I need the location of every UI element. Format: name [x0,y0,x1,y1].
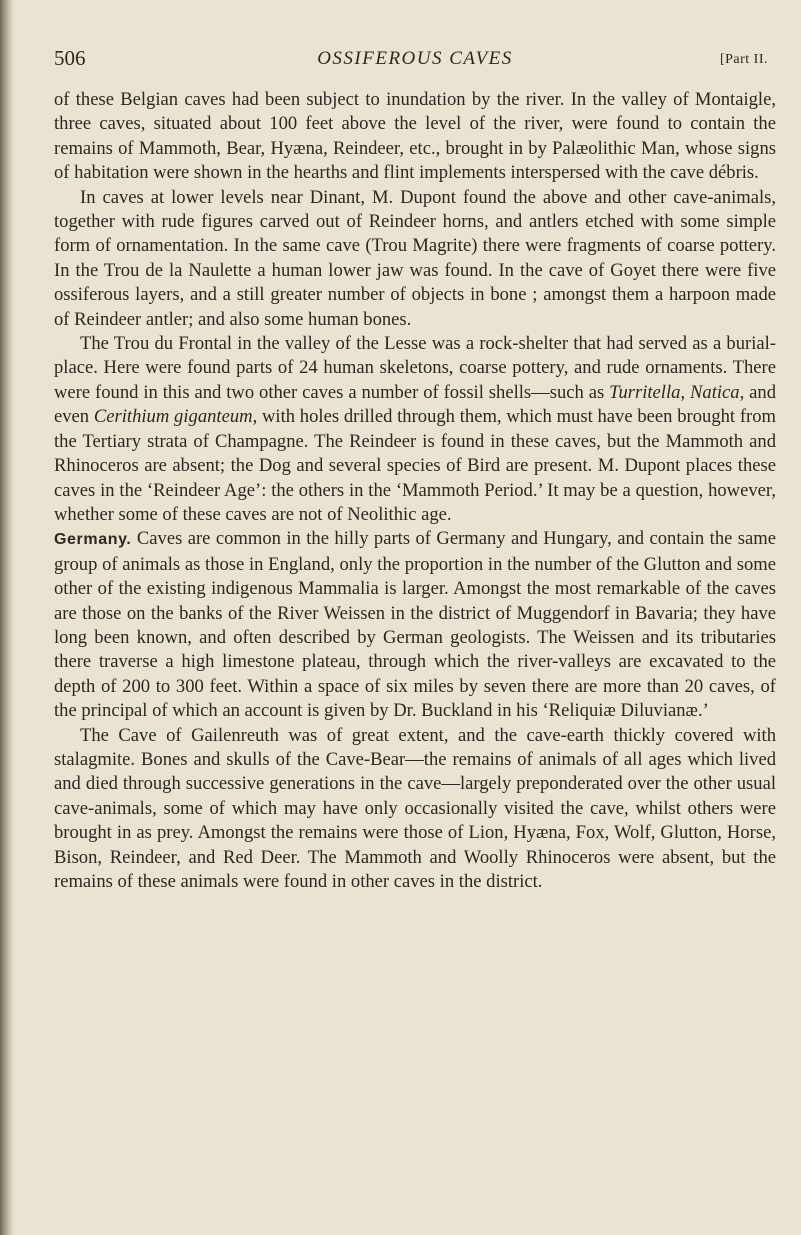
paragraph-trou-du-frontal [54,332,776,527]
paragraph-text: , [680,381,690,403]
body-text [54,88,776,894]
paragraph-text: Caves are common in the hilly parts of Germany and Hungary, and contain the same group of animals as those in England, only the proportion in the number of the Glutton and some other of the existing indigenous Mammalia is larger. Amongst the most remarkable of the caves are those on the banks of the River Weissen in the district of Muggendorf in Bavaria; they have long been known, and often described by German geologists. The Weissen and its tributaries there traverse a high limestone plateau, through which the river-valleys are excavated to the depth of 200 to 300 feet. Within a space of six miles by seven there are more than 20 caves, of the principal of which an account is given by Dr. Buckland in his ‘Reliquiæ Diluvianæ.’ [54,528,776,722]
part-label: [Part II. [719,52,768,67]
paragraph-belgian-caves: of these Belgian caves had been subject to inundation by the river. In the valley of Montaigle, three caves, situated about 100 feet above the level of the river, were found to contain the remains of Mammoth, Bear, Hyæna, Reindeer, etc., brought in by Palæolithic Man, whose signs of habitation were shown in the hearths and flint implements interspersed with the cave débris. [54,89,776,184]
section-heading-germany: Germany. [54,531,132,549]
paragraph-gailenreuth: The Cave of Gailenreuth was of great extent, and the cave-earth thickly covered with stalagmite. Bones and skulls of the Cave-Bear—the remains of animals of all ages which lived and died through successive generations in the cave—largely preponderated over the other usual cave-animals, some of which may have only occasionally visited the cave, whilst others were brought in as prey. Amongst the remains were those of Lion, Hyæna, Fox, Wolf, Glutton, Horse, Bison, Reindeer, and Red Deer. The Mammoth and Woolly Rhinoceros were absent, but the remains of these animals were found in other caves in the district. [54,724,776,892]
page-number: 506 [54,46,86,70]
paragraph-text: , and even [54,381,776,428]
book-page [54,44,776,894]
species-name: Cerithium giganteum [93,406,253,428]
paragraph-text: The Trou du Frontal in the valley of the Lesse was a rock-shelter that had served as a burial-place. Here were found parts of 24 human skeletons, coarse pottery, and rude ornaments. There were found in this and two other caves a number of fossil shells—such as [54,333,776,403]
species-name: Natica [690,381,740,403]
running-header [54,44,776,74]
running-title: OSSIFEROUS CAVES [317,48,513,69]
species-name: Turritella [609,381,681,403]
paragraph-germany [54,527,776,723]
book-binding-shadow [0,0,14,1235]
paragraph-text: , with holes drilled through them, which must have been brought from the Tertiary strata of Champagne. The Reindeer is found in these caves, but the Mammoth and Rhinoceros are absent; the Dog and several species of Bird are present. M. Dupont places these caves in the ‘Reindeer Age’: the others in the ‘Mammoth Period.’ It may be a question, however, whether some of these caves are not of Neolithic age. [54,406,777,525]
paragraph-dinant-caves: In caves at lower levels near Dinant, M. Dupont found the above and other cave-animals, together with rude figures carved out of Reindeer horns, and antlers etched with some simple form of ornamentation. In the same cave (Trou Magrite) there were fragments of coarse pottery. In the Trou de la Naulette a human lower jaw was found. In the cave of Goyet there were five ossiferous layers, and a still greater number of objects in bone ; amongst them a harpoon made of Reindeer antler; and also some human bones. [54,186,776,330]
